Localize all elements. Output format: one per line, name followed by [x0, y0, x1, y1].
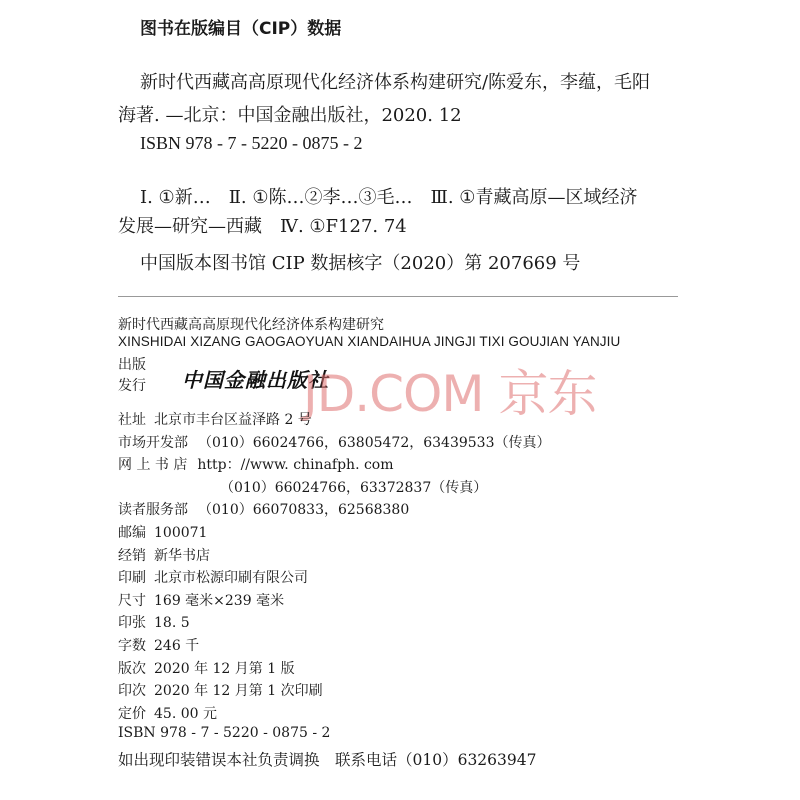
footer-note: 如出现印装错误本社负责调换 联系电话（010）63263947	[118, 751, 537, 769]
detail-row	[118, 680, 323, 700]
cip-entry-line-2: 海著. —北京：中国金融出版社，2020. 12	[118, 105, 462, 126]
detail-value: （010）66024766，63372837（传真）	[220, 479, 488, 496]
detail-value: 100071	[154, 525, 208, 541]
detail-value: （010）66070833，62568380	[198, 502, 410, 519]
detail-value: 169 毫米×239 毫米	[154, 592, 285, 609]
detail-row	[118, 477, 487, 497]
detail-label: 印次	[118, 683, 146, 700]
publisher-label-line-2: 发行	[118, 378, 146, 394]
cip-classification-line-1: Ⅰ. ①新… Ⅱ. ①陈…②李…③毛… Ⅲ. ①青藏高原—区域经济	[140, 187, 638, 208]
publisher-label-line-1: 出版	[118, 357, 146, 373]
detail-row	[118, 658, 295, 678]
detail-value: 北京市松源印刷有限公司	[154, 570, 308, 587]
detail-row	[118, 545, 210, 565]
detail-value: 45. 00 元	[154, 705, 217, 722]
cip-classification-line-2: 发展—研究—西藏 Ⅳ. ①F127. 74	[118, 216, 407, 237]
detail-value: 新华书店	[154, 547, 210, 564]
detail-label: 尺寸	[118, 592, 146, 609]
cip-isbn: ISBN 978 - 7 - 5220 - 0875 - 2	[140, 133, 363, 153]
publisher-logo: 中国金融出版社	[182, 368, 329, 392]
detail-row	[118, 703, 217, 723]
detail-label: 印刷	[118, 570, 146, 587]
cip-entry-line-1: 新时代西藏高高原现代化经济体系构建研究/陈爱东，李蕴，毛阳	[140, 72, 651, 93]
detail-label: 社址	[118, 412, 146, 428]
detail-value: （010）66024766，63805472，63439533（传真）	[198, 434, 551, 451]
detail-row	[118, 590, 284, 610]
cip-verification-number: 中国版本图书馆 CIP 数据核字（2020）第 207669 号	[140, 253, 581, 274]
detail-row	[118, 409, 312, 429]
detail-value: 246 千	[154, 638, 200, 654]
detail-row	[118, 725, 330, 741]
detail-value: http：//www. chinafph. com	[197, 457, 394, 474]
detail-row	[118, 635, 199, 655]
detail-label: 网 上 书 店	[118, 457, 188, 474]
cip-header: 图书在版编目（CIP）数据	[140, 19, 342, 39]
detail-row	[118, 612, 190, 632]
detail-label: 市场开发部	[118, 434, 188, 451]
detail-row	[118, 432, 551, 452]
detail-label: 字数	[118, 638, 146, 654]
detail-label: 邮编	[118, 525, 146, 541]
detail-value: 2020 年 12 月第 1 次印刷	[154, 683, 323, 700]
jd-watermark: JD.COM 京东	[303, 365, 597, 423]
detail-row	[118, 522, 207, 542]
book-title-pinyin: XINSHIDAI XIZANG GAOGAOYUAN XIANDAIHUA JINGJI TIXI GOUJIAN YANJIU	[118, 334, 621, 349]
detail-value: 2020 年 12 月第 1 版	[154, 660, 295, 677]
detail-value: 北京市丰台区益泽路 2 号	[154, 412, 312, 428]
detail-label: 经销	[118, 547, 146, 564]
section-divider	[118, 296, 678, 297]
detail-label: 定价	[118, 705, 146, 722]
publisher-label	[118, 355, 146, 397]
detail-value: ISBN 978 - 7 - 5220 - 0875 - 2	[118, 725, 331, 742]
detail-row	[118, 567, 308, 587]
detail-row	[118, 454, 394, 474]
book-title: 新时代西藏高高原现代化经济体系构建研究	[118, 317, 384, 333]
detail-value: 18. 5	[154, 615, 190, 632]
detail-label: 版次	[118, 660, 146, 677]
detail-label: 读者服务部	[118, 502, 188, 519]
detail-label: 印张	[118, 615, 146, 632]
detail-row	[118, 499, 409, 519]
